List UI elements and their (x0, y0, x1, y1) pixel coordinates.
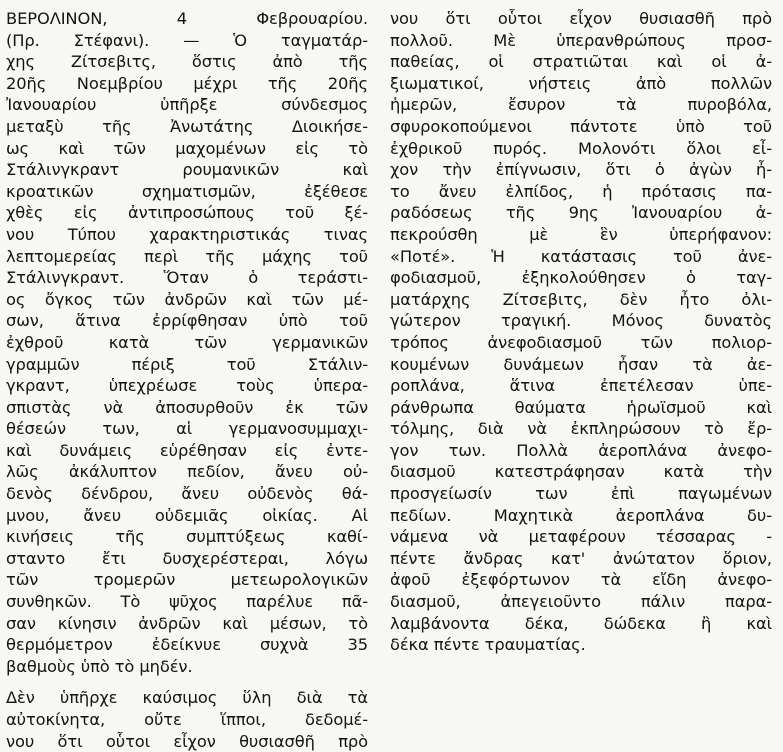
text-line: ροπλάνα, ἅτινα ἐπετέλεσαν ὑπε- (390, 376, 772, 396)
text-line: νου ὅτι οὗτοι εἶχον θυσιασθῆ πρὸ (6, 731, 368, 751)
text-line: τῶν τρομερῶν μετεωρολογικῶν (6, 570, 368, 590)
text-line: ράνθρωπα θαύματα ἡρωϊσμοῦ καὶ (390, 397, 772, 417)
text-line: νου ὅτι οὗτοι εἶχον θυσιασθῆ πρὸ (390, 9, 772, 28)
text-line: κροατικῶν σχηματισμῶν, ἐξέθεσε (6, 181, 368, 201)
text-line: δέκα πέντε τραυματίας. (390, 635, 586, 655)
text-line: ἐχθροῦ κατὰ τῶν γερμανικῶν (6, 332, 368, 352)
text-line: διασμοῦ κατεστράφησαν κατὰ τὴν (390, 462, 772, 482)
right-column (390, 8, 772, 656)
text-line: ξιωματικοί, νήστεις ἀπὸ πολλῶν (390, 73, 772, 93)
text-line: θερμόμετρον ἐδείκνυε συχνὰ 35 (6, 635, 368, 655)
text-line: Στάλινγκραντ. Ὅταν ὁ τεράστι- (6, 268, 368, 288)
text-line: σπιστὰς νὰ ἀποσυρθοῦν ἐκ τῶν (6, 397, 368, 417)
text-line: αὐτοκίνητα, οὔτε ἵπποι, δεδομέ- (6, 710, 368, 729)
text-line: ραδόσεως τῆς 9ης Ἰανουαρίου ἀ- (390, 203, 772, 223)
text-line: Δὲν ὑπῆρχε καύσιμος ὕλη διὰ τὰ (6, 688, 368, 708)
text-line: πεκρούσθη μὲ ἓν ὑπερήφανον: (390, 224, 772, 244)
text-line: προσγείωσίν των ἐπὶ παγωμένων (390, 484, 772, 504)
text-line: Στάλινγκραντ ρουμανικῶν καὶ (6, 160, 368, 180)
text-line: Ἰανουαρίου ὑπῆρξε σύνδεσμος (6, 95, 368, 115)
text-line: ματάρχης Ζίτσεβιτς, δὲν ἦτο ὀλι- (390, 289, 772, 309)
text-line: λεπτομερείας περὶ τῆς μάχης τοῦ (6, 246, 368, 266)
text-line: «Ποτέ». Ἡ κατάστασις τοῦ ἀνε- (390, 246, 772, 266)
text-line: (Πρ. Στέφανι). — Ὁ ταγματάρ- (6, 30, 368, 50)
text-line: σταντο ἔτι δυσχερέστεραι, λόγω (6, 548, 368, 568)
text-line: δενὸς δένδρου, ἄνευ οὐδενὸς θά- (6, 484, 368, 504)
text-line: λαμβάνοντα δέκα, δώδεκα ἢ καὶ (390, 613, 772, 633)
text-line: ἐχθρικοῦ πυρός. Μολονότι ὅλοι εἶ- (390, 138, 772, 158)
text-line: κινήσεις τῆς συμπτύξεως καθί- (6, 527, 368, 547)
text-line: καὶ δυνάμεις εὑρέθησαν εἰς ἐντε- (6, 440, 368, 460)
text-line: λῶς ἀκάλυπτον πεδίον, ἄνευ οὐ- (6, 462, 368, 482)
text-line: γραμμῶν πέριξ τοῦ Στάλιν- (6, 354, 368, 374)
text-line: ως καὶ τῶν μαχομένων εἰς τὸ (6, 138, 368, 158)
text-line: σων, ἅτινα ἐρρίφθησαν ὑπὸ τοῦ (6, 311, 368, 331)
paragraph-gap (6, 677, 368, 687)
text-line: συνθηκῶν. Τὸ ψῦχος παρέλυε πᾶ- (6, 592, 368, 612)
text-line: ΒΕΡΟΛΙΝΟΝ, 4 Φεβρουαρίου. (6, 9, 368, 28)
text-line: ἀφοῦ ἐξεφόρτωνον τὰ εἴδη ἀνεφο- (390, 570, 772, 590)
text-line: τρόπος ἀνεφοδιασμοῦ τῶν πολιορ- (390, 332, 772, 352)
text-line: μεταξὺ τῆς Ἀνωτάτης Διοικήσε- (6, 116, 368, 136)
text-line: τόλμης, διὰ νὰ ἐκπληρώσουν τὸ ἔρ- (390, 419, 772, 439)
text-line: σαν κίνησιν ἀνδρῶν καὶ μέσων, τὸ (6, 613, 368, 633)
text-line: ος ὄγκος τῶν ἀνδρῶν καὶ τῶν μέ- (6, 289, 368, 309)
text-line: βαθμοὺς ὑπὸ τὸ μηδέν. (6, 656, 193, 676)
text-line: χθὲς εἰς ἀντιπροσώπους τοῦ ξέ- (6, 203, 368, 223)
text-line: το ἄνευ ἐλπίδος, ἡ πρότασις πα- (390, 181, 772, 201)
text-line: φοδιασμοῦ, ἐξηκολούθησεν ὁ ταγ- (390, 268, 772, 288)
text-line: γον των. Πολλὰ ἀεροπλάνα ἀνεφο- (390, 440, 772, 460)
text-line: γκραντ, ὑπεχρέωσε τοὺς ὑπερα- (6, 376, 368, 396)
text-line: μνου, ἄνευ οὐδεμιᾶς οἰκίας. Αἱ (6, 505, 368, 525)
text-line: διασμοῦ, ἀπεγειοῦντο πάλιν παρα- (390, 592, 772, 612)
text-line: χης Ζίτσεβιτς, ὅστις ἀπὸ τῆς (6, 52, 368, 72)
text-line: νου Τύπου χαρακτηριστικάς τινας (6, 224, 368, 244)
text-line: πολλοῦ. Μὲ ὑπερανθρώπους προσ- (390, 30, 772, 50)
text-line: νάμενα νὰ μεταφέρουν τέσσαρας - (390, 527, 772, 547)
text-line: χον τὴν ἐπίγνωσιν, ὅτι ὁ ἀγὼν ἦ- (390, 160, 772, 180)
text-line: σφυροκοπούμενοι πάντοτε ὑπὸ τοῦ (390, 116, 772, 136)
text-line: παθείας, οἱ στρατιῶται καὶ οἱ ἀ- (390, 52, 772, 72)
text-line: κουμένων δυνάμεων ἦσαν τὰ ἀε- (390, 354, 772, 374)
text-line: πέντε ἄνδρας κατ' ἀνώτατον ὅριον, (390, 548, 772, 568)
text-line: πεδίων. Μαχητικὰ ἀεροπλάνα δυ- (390, 505, 772, 525)
left-column (6, 8, 368, 752)
text-line: θέσεών των, αἱ γερμανοσυμμαχι- (6, 419, 368, 439)
text-line: ἡμερῶν, ἔσυρον τὰ πυροβόλα, (390, 95, 772, 115)
text-line: γώτερον τραγική. Μόνος δυνατὸς (390, 311, 772, 331)
text-line: 20ῆς Νοεμβρίου μέχρι τῆς 20ῆς (6, 73, 368, 93)
